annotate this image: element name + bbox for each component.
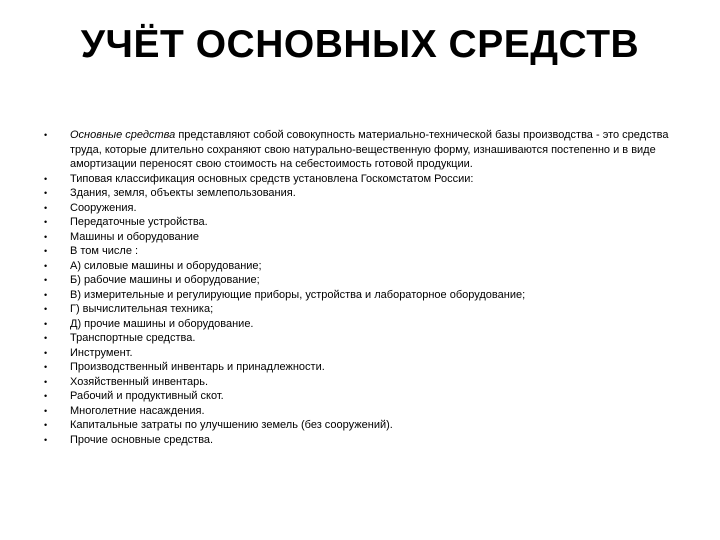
bullet-item bbox=[40, 273, 680, 288]
bullet-icon: • bbox=[44, 173, 48, 184]
bullet-item bbox=[40, 302, 680, 317]
bullet-text: Многолетние насаждения. bbox=[70, 404, 205, 417]
bullet-item bbox=[40, 331, 680, 346]
bullet-icon: • bbox=[44, 231, 48, 242]
bullet-item bbox=[40, 230, 680, 245]
bullet-icon: • bbox=[44, 304, 48, 314]
bullet-icon: • bbox=[44, 260, 48, 271]
bullet-text: Хозяйственный инвентарь. bbox=[70, 375, 209, 388]
bullet-item bbox=[40, 360, 680, 375]
bullet-item bbox=[40, 375, 680, 390]
bullet-icon: • bbox=[44, 347, 48, 358]
bullet-text: Машины и оборудование bbox=[70, 230, 199, 243]
bullet-item bbox=[40, 288, 680, 303]
bullet-icon: • bbox=[44, 289, 48, 300]
bullet-icon: • bbox=[44, 420, 48, 430]
bullet-item bbox=[40, 215, 680, 230]
bullet-icon: • bbox=[44, 362, 48, 372]
bullet-icon: • bbox=[44, 217, 48, 227]
bullet-text: А) силовые машины и оборудование; bbox=[70, 259, 262, 272]
bullet-icon: • bbox=[44, 202, 48, 213]
bullet-item bbox=[40, 418, 680, 433]
bullet-icon: • bbox=[44, 376, 48, 387]
bullet-icon: • bbox=[44, 188, 48, 198]
bullet-item bbox=[40, 346, 680, 361]
slide-title: УЧЁТ ОСНОВНЫХ СРЕДСТВ bbox=[80, 23, 640, 66]
bullet-text: Прочие основные средства. bbox=[70, 433, 214, 446]
intro-text: представляют собой совокупность материально-технической базы производства - это средства труда, которые длительно сохраняют свою натурально-вещественную форму, изнашиваются постепенно и в виде амортизации переносят свою стоимость на себестоимость готовой продукции. bbox=[70, 129, 669, 170]
bullet-text: Б) рабочие машины и оборудование; bbox=[70, 274, 260, 286]
bullet-item bbox=[40, 172, 680, 187]
bullet-icon: • bbox=[44, 246, 48, 256]
bullet-text: В) измерительные и регулирующие приборы, устройства и лабораторное оборудование; bbox=[70, 288, 526, 301]
bullet-icon: • bbox=[44, 434, 48, 445]
bullet-text: Типовая классификация основных средств установлена Госкомстатом России: bbox=[70, 172, 474, 185]
bullet-text: Г) вычислительная техника; bbox=[70, 303, 214, 315]
bullet-item bbox=[40, 389, 680, 404]
bullet-text: В том числе : bbox=[70, 245, 139, 257]
bullet-text: Производственный инвентарь и принадлежности. bbox=[70, 361, 325, 373]
bullet-text: Здания, земля, объекты землепользования. bbox=[70, 187, 296, 199]
bullet-icon: • bbox=[44, 130, 48, 140]
bullet-text: Транспортные средства. bbox=[70, 332, 196, 344]
bullet-icon: • bbox=[44, 318, 48, 329]
bullet-text: Сооружения. bbox=[70, 201, 137, 214]
bullet-item bbox=[40, 186, 680, 201]
bullet-text: Капитальные затраты по улучшению земель (без сооружений). bbox=[70, 419, 393, 431]
bullet-text: Рабочий и продуктивный скот. bbox=[70, 390, 224, 402]
bullet-text: Передаточные устройства. bbox=[70, 216, 208, 228]
bullet-item bbox=[40, 244, 680, 259]
bullet-item bbox=[40, 433, 680, 448]
bullet-item bbox=[40, 201, 680, 216]
bullet-icon: • bbox=[44, 405, 48, 416]
bullet-item bbox=[40, 259, 680, 274]
bullet-item bbox=[40, 404, 680, 419]
bullet-text: Инструмент. bbox=[70, 346, 133, 359]
bullet-list bbox=[40, 128, 680, 447]
bullet-icon: • bbox=[44, 333, 48, 343]
bullet-text: Д) прочие машины и оборудование. bbox=[70, 317, 254, 330]
bullet-item bbox=[40, 317, 680, 332]
bullet-icon: • bbox=[44, 391, 48, 401]
bullet-icon: • bbox=[44, 275, 48, 285]
bullet-item-intro bbox=[40, 128, 680, 172]
intro-emphasis: Основные средства bbox=[70, 129, 176, 141]
